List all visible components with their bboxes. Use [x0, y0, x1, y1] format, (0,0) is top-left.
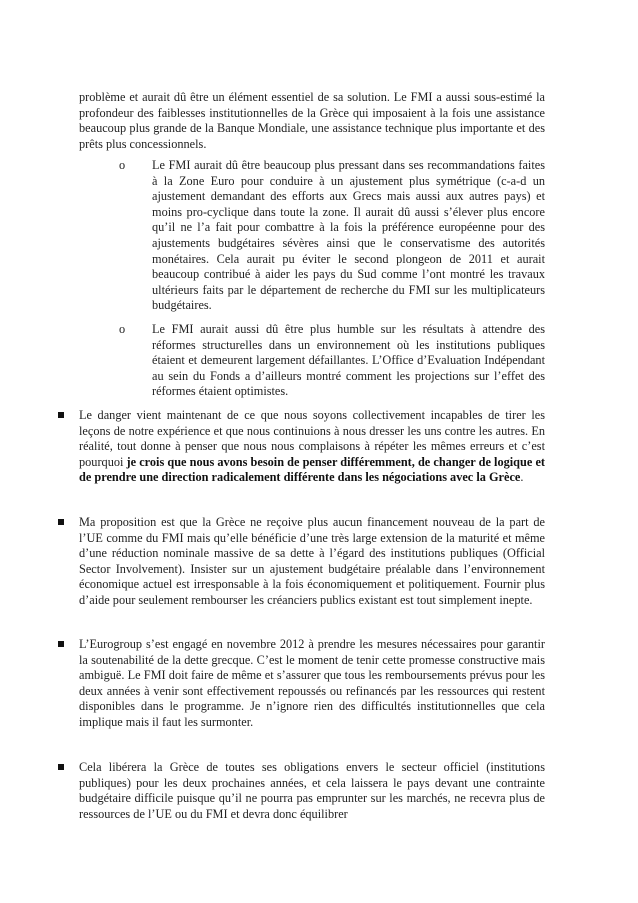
bullet-text — [79, 408, 545, 486]
circle-bullet-icon: o — [119, 322, 126, 336]
sub-item — [79, 158, 545, 314]
square-bullet-icon — [58, 412, 64, 418]
sub-item-text: Le FMI aurait aussi dû être plus humble sur les résultats à attendre des réformes structurelles dans un environnement où les institutions publiques étaient et demeurent largement défaillantes. L’Office d’Evaluation Indépendant au sein du Fonds a d’ailleurs montré comment les projections sur l’effet des réformes étaient optimistes. — [152, 322, 545, 399]
bullet-text-bold: je crois que nous avons besoin de penser différemment, de changer de logique et de prendre une direction radicalement différente dans les négociations avec la Grèce — [79, 454, 545, 485]
bullet-item — [58, 760, 545, 822]
square-bullet-icon — [58, 519, 64, 525]
circle-bullet-icon: o — [119, 158, 126, 172]
bullet-text: Ma proposition est que la Grèce ne reçoive plus aucun financement nouveau de la part de l’UE comme du FMI mais qu’elle bénéficie d’une très large extension de la maturité et même d’une réduction nominale massive de sa dette à l’égard des institutions publiques (Official Sector Involvement). Insister sur un ajustement budgétaire préalable dans l’environnement économique actuel est irresponsable à la fois économiquement et politiquement. Fournir plus d’aide pour seulement rembourser les créanciers publics existant est tout simplement inepte. — [79, 515, 545, 607]
bullet-item — [58, 408, 545, 486]
bullet-text-after: . — [520, 470, 524, 485]
bullet-text: L’Eurogroup s’est engagé en novembre 2012 à prendre les mesures nécessaires pour garantir la soutenabilité de la dette grecque. C’est le moment de tenir cette promesse constructive mais ambiguë. Le FMI doit faire de même et s’assurer que tous les remboursements prévus pour les deux années à venir sont effectivement repoussés ou refinancés par les ressources qui restent disponibles dans le programme. Je n’ignore rien des difficultés institutionnelles que cela implique mais il faut les surmonter. — [79, 637, 545, 729]
bullet-item — [58, 637, 545, 731]
intro-paragraph: problème et aurait dû être un élément essentiel de sa solution. Le FMI a aussi sous-estimé la profondeur des faiblesses institutionnelles de la Grèce qui imposaient à la fois une assistance beaucoup plus grande de la Banque Mondiale, une assistance technique plus importante et des prêts plus concessionnels. — [79, 90, 545, 151]
square-bullet-icon — [58, 641, 64, 647]
bullet-text-plain: Le danger vient maintenant de ce que nous soyons collectivement incapables de tirer les leçons de notre expérience et que nous continuions à nous dresser les uns contre les autres. En réalité, tout donne à penser que nous nous complaisons à répéter les mêmes erreurs et c’est pourquoi — [79, 408, 545, 469]
bullet-item — [58, 515, 545, 609]
bullet-text: Cela libérera la Grèce de toutes ses obligations envers le secteur officiel (institutions publiques) pour les deux prochaines années, et cela laissera le pays devant une contrainte budgétaire difficile puisque qu’il ne pourra pas emprunter sur les marchés, ne recevra plus de ressources de l’UE ou du FMI et devra donc équilibrer — [79, 760, 545, 821]
sub-item-text: Le FMI aurait dû être beaucoup plus pressant dans ses recommandations faites à la Zone Euro pour conduire à un ajustement plus symétrique (c-a-d un ajustement demandant des efforts aux Grecs mais aussi aux autres pays) et moins pro-cyclique dans toute la zone. Il aurait dû aussi s’élever plus encore qu’il ne l’a fait pour combattre à la fois la préférence européenne pour des ajustements budgétaires sévères ainsi que le conservatisme des autorités monétaires. Cela aurait pu éviter le second plongeon de 2011 et aurait beaucoup contribué à aider les pays du Sud comme l’ont montré les travaux ultérieurs faits par le département de recherche du FMI sur les multiplicateurs budgétaires. — [152, 158, 545, 313]
sub-item — [79, 322, 545, 400]
square-bullet-icon — [58, 764, 64, 770]
